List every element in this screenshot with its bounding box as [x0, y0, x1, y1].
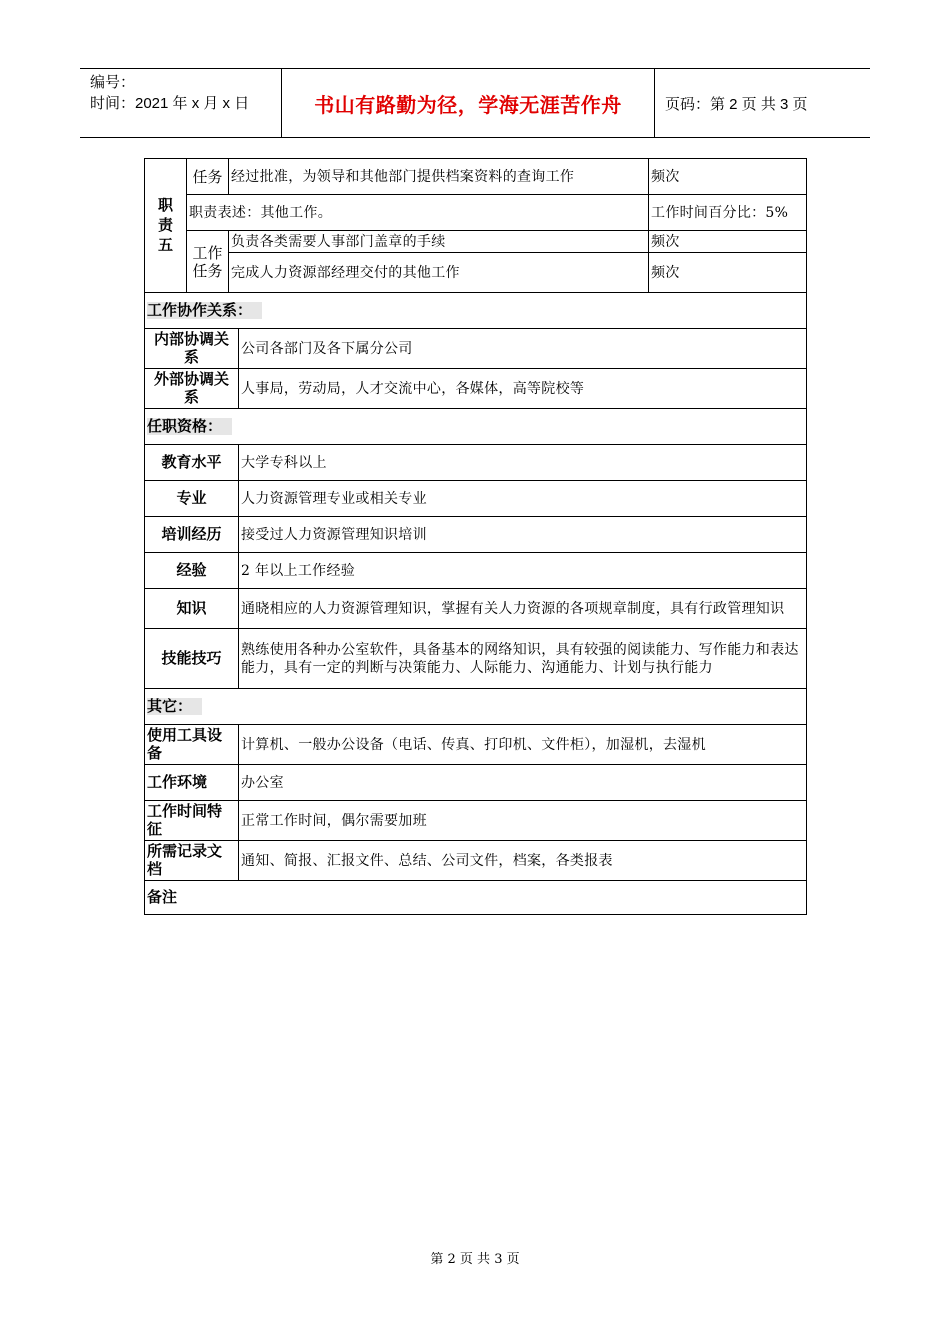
internal-coordination-label: 内部协调关系 — [145, 329, 239, 369]
qualification-value: 接受过人力资源管理知识培训 — [239, 517, 807, 553]
qualification-label: 经验 — [145, 553, 239, 589]
section-other — [145, 689, 807, 725]
task-top-text: 经过批准，为领导和其他部门提供档案资料的查询工作 — [229, 159, 649, 195]
external-coordination-label: 外部协调关系 — [145, 369, 239, 409]
other-value: 计算机、一般办公设备（电话、传真、打印机、文件柜），加湿机，去湿机 — [239, 725, 807, 765]
duty-time-percent: 工作时间百分比：5% — [649, 195, 807, 231]
task-top-frequency: 频次 — [649, 159, 807, 195]
section-qualification-title: 任职资格： — [147, 418, 232, 435]
header-page-info: 页码：第 2 页 共 3 页 — [665, 95, 808, 113]
page-header — [80, 68, 870, 138]
external-coordination-value: 人事局，劳动局，人才交流中心，各媒体，高等院校等 — [239, 369, 807, 409]
task1-text: 负责各类需要人事部门盖章的手续 — [229, 231, 649, 253]
header-motto: 书山有路勤为径，学海无涯苦作舟 — [282, 69, 655, 137]
section-other-title: 其它： — [147, 698, 202, 715]
task-label-top: 任务 — [187, 159, 229, 195]
task2-text: 完成人力资源部经理交付的其他工作 — [229, 253, 649, 293]
section-cooperation-title: 工作协作关系： — [147, 302, 262, 319]
qualification-value: 通晓相应的人力资源管理知识，掌握有关人力资源的各项规章制度，具有行政管理知识 — [239, 589, 807, 629]
other-label: 工作环境 — [145, 765, 239, 801]
qualification-value: 人力资源管理专业或相关专业 — [239, 481, 807, 517]
duty-label-text: 职责五 — [158, 196, 174, 254]
other-label: 所需记录文档 — [145, 841, 239, 881]
task-label — [187, 231, 229, 293]
qualification-value: 熟练使用各种办公室软件，具备基本的网络知识，具有较强的阅读能力、写作能力和表达能力，具有一定的判断与决策能力、人际能力、沟通能力、计划与执行能力 — [239, 629, 807, 689]
doc-number-label: 编号： — [90, 74, 136, 91]
job-description-table — [144, 158, 807, 915]
page-footer: 第 2 页 共 3 页 — [430, 1252, 520, 1267]
other-value: 正常工作时间，偶尔需要加班 — [239, 801, 807, 841]
other-value: 通知、简报、汇报文件、总结、公司文件，档案，各类报表 — [239, 841, 807, 881]
internal-coordination-value: 公司各部门及各下属分公司 — [239, 329, 807, 369]
other-label: 工作时间特征 — [145, 801, 239, 841]
qualification-value: 大学专科以上 — [239, 445, 807, 481]
other-value: 办公室 — [239, 765, 807, 801]
header-meta — [80, 69, 282, 137]
remarks-label: 备注 — [145, 881, 807, 915]
qualification-label: 专业 — [145, 481, 239, 517]
section-cooperation — [145, 293, 807, 329]
qualification-label: 教育水平 — [145, 445, 239, 481]
qualification-label: 培训经历 — [145, 517, 239, 553]
doc-date: 时间：2021 年 x 月 x 日 — [90, 95, 250, 112]
qualification-label: 技能技巧 — [145, 629, 239, 689]
task2-frequency: 频次 — [649, 253, 807, 293]
duty-description: 职责表述：其他工作。 — [187, 195, 649, 231]
qualification-label: 知识 — [145, 589, 239, 629]
other-label: 使用工具设备 — [145, 725, 239, 765]
task1-frequency: 频次 — [649, 231, 807, 253]
section-qualification — [145, 409, 807, 445]
duty-label — [145, 159, 187, 293]
qualification-value: 2 年以上工作经验 — [239, 553, 807, 589]
task-label-text: 工作任务 — [192, 243, 223, 280]
